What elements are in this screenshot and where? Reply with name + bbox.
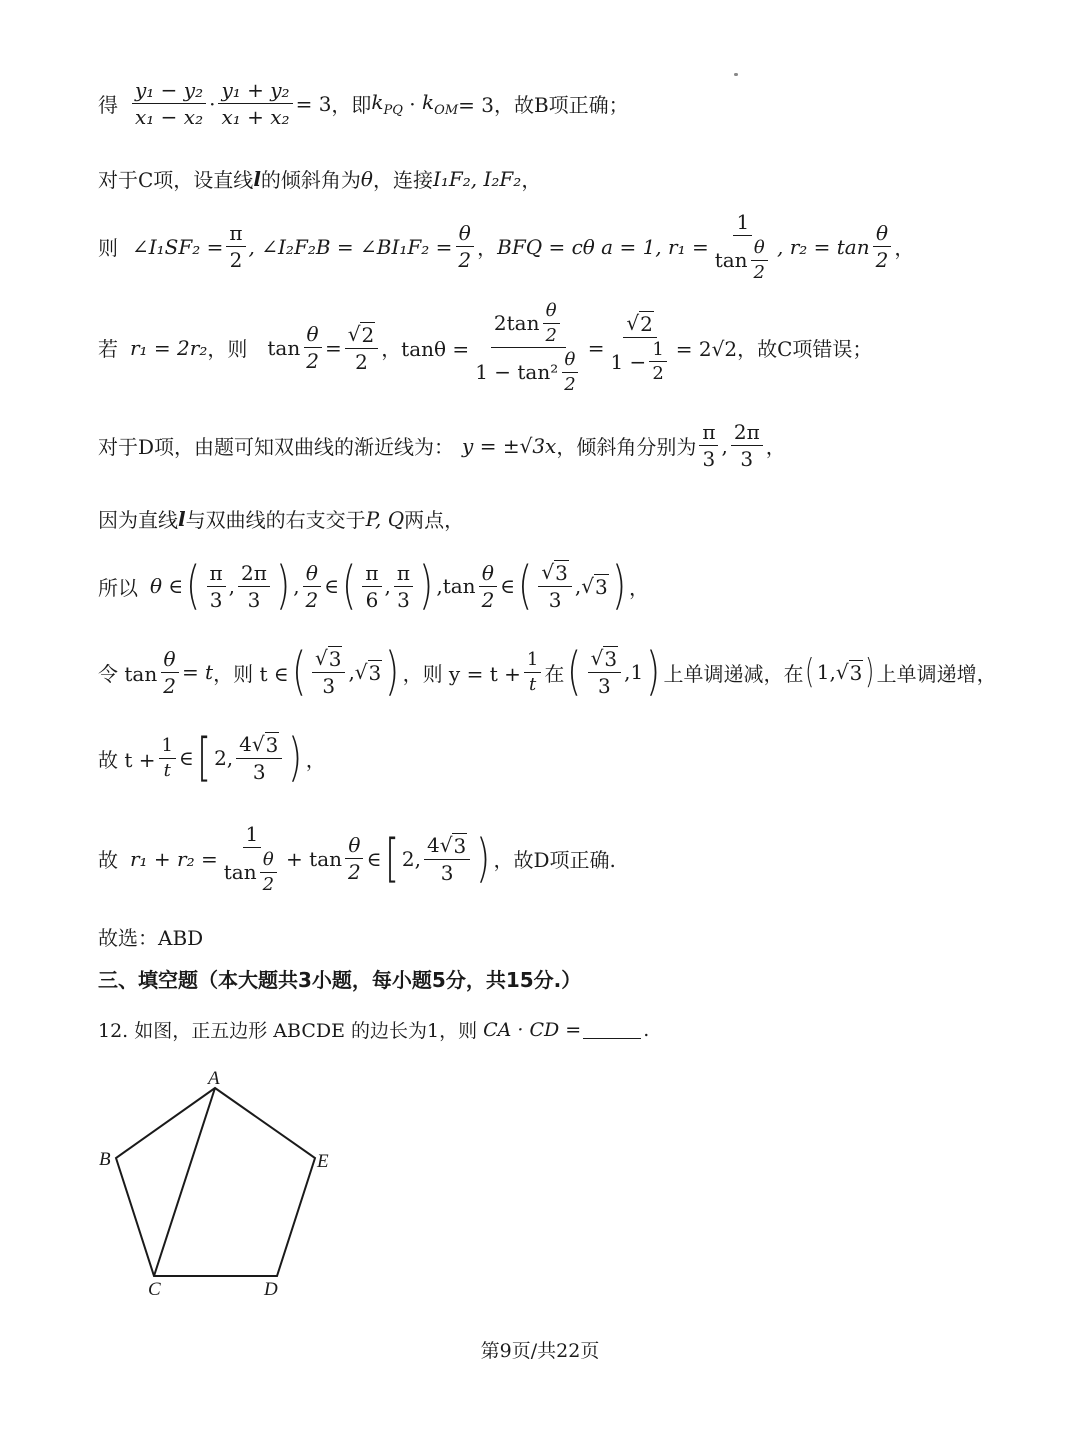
scan-speck — [734, 73, 738, 76]
fraction-sum: $\frac{\text{y₁ + y₂}}{\text{x₁ + x₂}}$ — [218, 78, 292, 129]
label-c: C — [148, 1279, 161, 1300]
line-6: 因为直线 l 与双曲线的右支交于 P, Q 两点， — [98, 506, 465, 532]
label-a: A — [208, 1068, 220, 1089]
line-8: 令 tan $\frac{\theta}{2}$ = t ，则 t ∈ ( √ 3 3 , √ 3 ) ，则 y = t + $\frac{1}{t}$ 在 ( √ 3 3 ,1 ) 上单调递减，在 ( 1, √ 3 ) 上单调递增， — [98, 642, 997, 702]
line-3: 则 ∠I₁SF₂ = $\frac{\pi}{2}$ , ∠I₂F₂B = ∠BI₁F₂ = $\frac{\theta}{2}$ ， BFQ = cθ a = 1, r₁ = 1 tan $\frac{\theta}{2}$ , r₂ = tan $\frac{\theta}{2}$ ， — [98, 210, 915, 283]
text-ji: ，即 — [331, 93, 372, 117]
answer-blank — [583, 1020, 641, 1039]
line-1: 得 $\frac{\text{y₁ − y₂}}{\text{x₁ − x₂}}$ · $\frac{\text{y₁ + y₂}}{\text{x₁ + x₂}}$ = 3 ，即 $k_{PQ}$ · $k_{OM}$ = 3，故B项正确； — [98, 78, 629, 129]
line-4: 若 r₁ = 2r₂ ，则 tan $\frac{\theta}{2}$ = √ 2 2 ，tanθ = 2tan $\frac{\theta}{2}$ 1 − tan² $\frac{\theta}{2}$ = √ 2 1 − $\frac{1}{2}$ = 2√2，故C项错误； — [98, 300, 873, 395]
answer-text: 故选：ABD — [98, 926, 204, 950]
text-b-correct: = 3，故B项正确； — [458, 93, 629, 117]
label-e: E — [317, 1151, 329, 1172]
points-i1f2-i2f2: I₁F₂, I₂F₂ — [432, 166, 522, 191]
answer-line — [98, 922, 203, 951]
diagonal-ac — [154, 1088, 215, 1276]
line-9: 故 t + $\frac{1}{t}$ ∈ [ 2, 4 √ 3 3 ) ， — [98, 728, 326, 788]
question-12: 12. 如图，正五边形 ABCDE 的边长为1，则 CA · CD = . — [98, 1018, 650, 1042]
label-b: B — [99, 1149, 111, 1170]
line-l-symbol: l — [253, 166, 261, 191]
text-de: 得 — [98, 93, 118, 117]
fraction-diff: $\frac{\text{y₁ − y₂}}{\text{x₁ − x₂}}$ — [132, 78, 206, 129]
line-5: 对于D项，由题可知双曲线的渐近线为： y = ±√3x ，倾斜角分别为 $\frac{\pi}{3}$ , $\frac{2\pi}{3}$ ， — [98, 420, 786, 471]
pentagon-figure — [90, 1066, 350, 1306]
section-heading: 三、填空题（本大题共3小题，每小题5分，共15分.） — [98, 968, 582, 992]
line-7: 所以 θ ∈ ( $\frac{\pi}{3}$ , $\frac{2\pi}{3}$ ) , $\frac{\theta}{2}$ ∈ ( $\frac{\pi}{6}$ , $\frac{\pi}{3}$ ) , tan $\frac{\theta}{2}$ ∈ ( √ 3 3 , √ 3 ) ， — [98, 556, 650, 616]
page-footer: 第9页/共22页 — [480, 1340, 600, 1362]
vector-expr: CA · CD = — [483, 1018, 582, 1041]
pentagon-abcde — [116, 1088, 315, 1276]
line-2: 对于C项，设直线 l 的倾斜角为 θ ，连接 I₁F₂, I₂F₂ ， — [98, 166, 542, 192]
asymptote-expr: y = ±√3x — [462, 433, 557, 458]
eq-three: = 3 — [295, 91, 332, 116]
line-10: 故 r₁ + r₂ = 1 tan $\frac{\theta}{2}$ + tan $\frac{\theta}{2}$ ∈ [ 2, 4 √ 3 3 ) ，故D项正确. — [98, 822, 616, 895]
label-d: D — [264, 1279, 278, 1300]
